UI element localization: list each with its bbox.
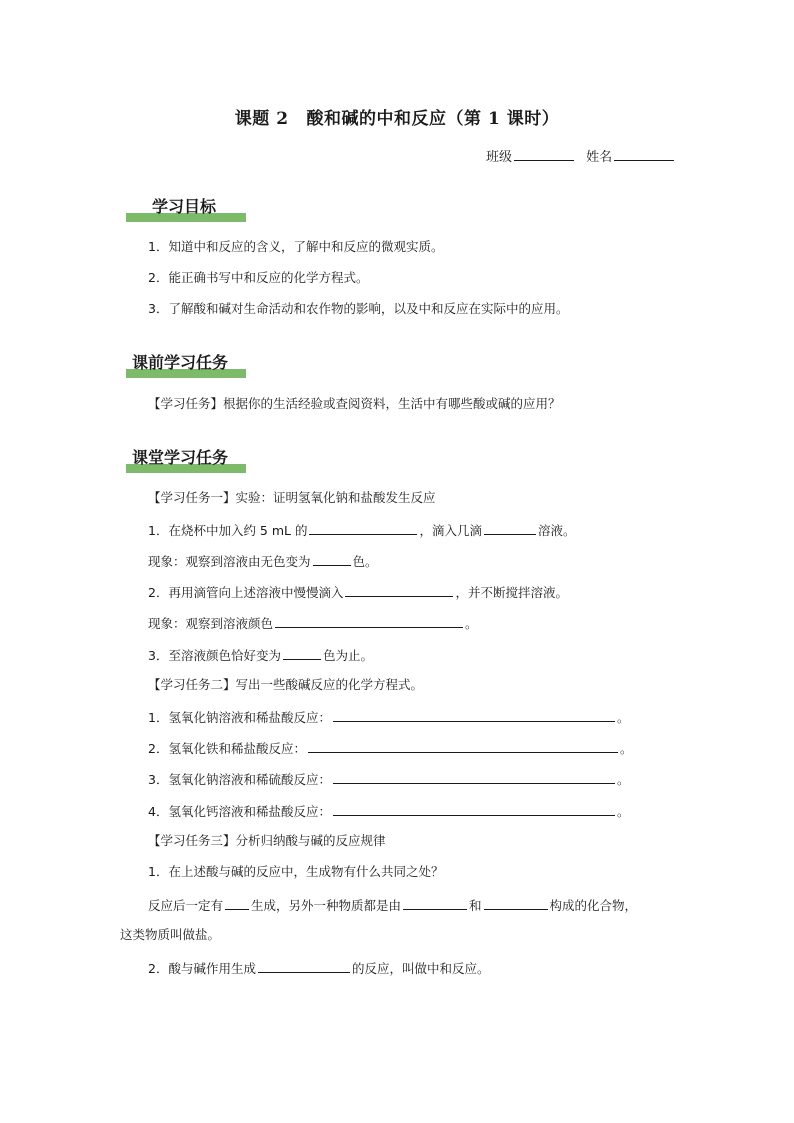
step-text: 色为止。	[322, 648, 373, 663]
objective-item: 3．了解酸和碱对生命活动和农作物的影响，以及中和反应在实际中的应用。	[148, 301, 569, 316]
fill-blank[interactable]	[275, 613, 463, 628]
period: 。	[619, 741, 633, 756]
fill-blank[interactable]	[403, 895, 467, 910]
section-title: 课堂学习任务	[132, 448, 229, 467]
lesson-number: 课题 2	[234, 109, 289, 129]
objective-item: 1．知道中和反应的含义，了解中和反应的微观实质。	[148, 239, 444, 254]
step-text: ，并不断搅拌溶液。	[455, 585, 568, 600]
page-title	[0, 104, 794, 129]
name-label: 姓名	[586, 150, 613, 165]
step-text: 1．在烧杯中加入约 5 mL 的	[148, 523, 308, 538]
lesson-title: 酸和碱的中和反应（第 1 课时）	[306, 109, 560, 129]
answer-text: 反应后一定有	[148, 898, 224, 913]
task1-step1	[148, 520, 576, 540]
fill-blank[interactable]	[484, 895, 548, 910]
name-blank[interactable]	[614, 146, 674, 161]
equation-blank[interactable]	[308, 738, 618, 753]
step-text: 3．至溶液颜色恰好变为	[148, 648, 281, 663]
section-title: 学习目标	[152, 197, 217, 216]
class-blank[interactable]	[514, 146, 574, 161]
equation-item	[148, 707, 629, 727]
task2-heading: 【学习任务二】写出一些酸碱反应的化学方程式。	[148, 677, 424, 692]
equation-item	[148, 801, 629, 821]
step-text: 。	[465, 616, 478, 631]
task3-heading: 【学习任务三】分析归纳酸与碱的反应规律	[148, 833, 386, 848]
answer-text: 生成，另外一种物质都是由	[251, 898, 402, 913]
equation-label: 2．氢氧化铁和稀盐酸反应：	[148, 741, 306, 756]
fill-blank[interactable]	[225, 895, 249, 910]
step-text: 溶液。	[537, 523, 576, 538]
answer-text: 和	[469, 898, 482, 913]
fill-blank[interactable]	[258, 958, 350, 973]
task3-question1: 1．在上述酸与碱的反应中，生成物有什么共同之处？	[148, 864, 444, 879]
fill-blank[interactable]	[484, 520, 536, 535]
task1-heading: 【学习任务一】实验：证明氢氧化钠和盐酸发生反应	[148, 490, 436, 505]
objective-item: 2．能正确书写中和反应的化学方程式。	[148, 270, 369, 285]
step-text: 2．再用滴管向上述溶液中慢慢滴入	[148, 585, 344, 600]
equation-blank[interactable]	[333, 769, 615, 784]
question-text: 2．酸与碱作用生成	[148, 961, 256, 976]
section-title: 课前学习任务	[132, 353, 229, 372]
step-text: 现象：观察到溶液由无色变为	[148, 554, 311, 569]
section-objectives	[126, 194, 246, 222]
step-text: 现象：观察到溶液颜色	[148, 616, 274, 631]
task3-answer1	[148, 895, 637, 915]
task3-question2	[148, 958, 489, 978]
student-info	[486, 146, 676, 165]
period: 。	[616, 804, 630, 819]
equation-blank[interactable]	[333, 801, 615, 816]
period: 。	[616, 772, 630, 787]
equation-blank[interactable]	[333, 707, 615, 722]
step-text: ，滴入几滴	[419, 523, 482, 538]
equation-label: 1．氢氧化钠溶液和稀盐酸反应：	[148, 710, 331, 725]
equation-item	[148, 738, 632, 758]
class-label: 班级	[486, 150, 513, 165]
task3-answer1-continued: 这类物质叫做盐。	[120, 927, 221, 942]
answer-text: 构成的化合物，	[549, 898, 638, 913]
pre-task-text: 【学习任务】根据你的生活经验或查阅资料，生活中有哪些酸或碱的应用？	[148, 396, 561, 411]
task1-step2	[148, 582, 568, 602]
task1-observation1	[148, 551, 378, 571]
fill-blank[interactable]	[283, 645, 321, 660]
task1-observation2	[148, 613, 478, 633]
period: 。	[616, 710, 630, 725]
task1-step3	[148, 645, 373, 665]
equation-item	[148, 769, 629, 789]
section-in-class	[126, 445, 246, 473]
section-pre-class	[126, 350, 246, 378]
question-text: 的反应，叫做中和反应。	[351, 961, 490, 976]
equation-label: 4．氢氧化钙溶液和稀盐酸反应：	[148, 804, 331, 819]
fill-blank[interactable]	[345, 582, 453, 597]
fill-blank[interactable]	[309, 520, 417, 535]
fill-blank[interactable]	[313, 551, 351, 566]
equation-label: 3．氢氧化钠溶液和稀硫酸反应：	[148, 772, 331, 787]
step-text: 色。	[352, 554, 378, 569]
